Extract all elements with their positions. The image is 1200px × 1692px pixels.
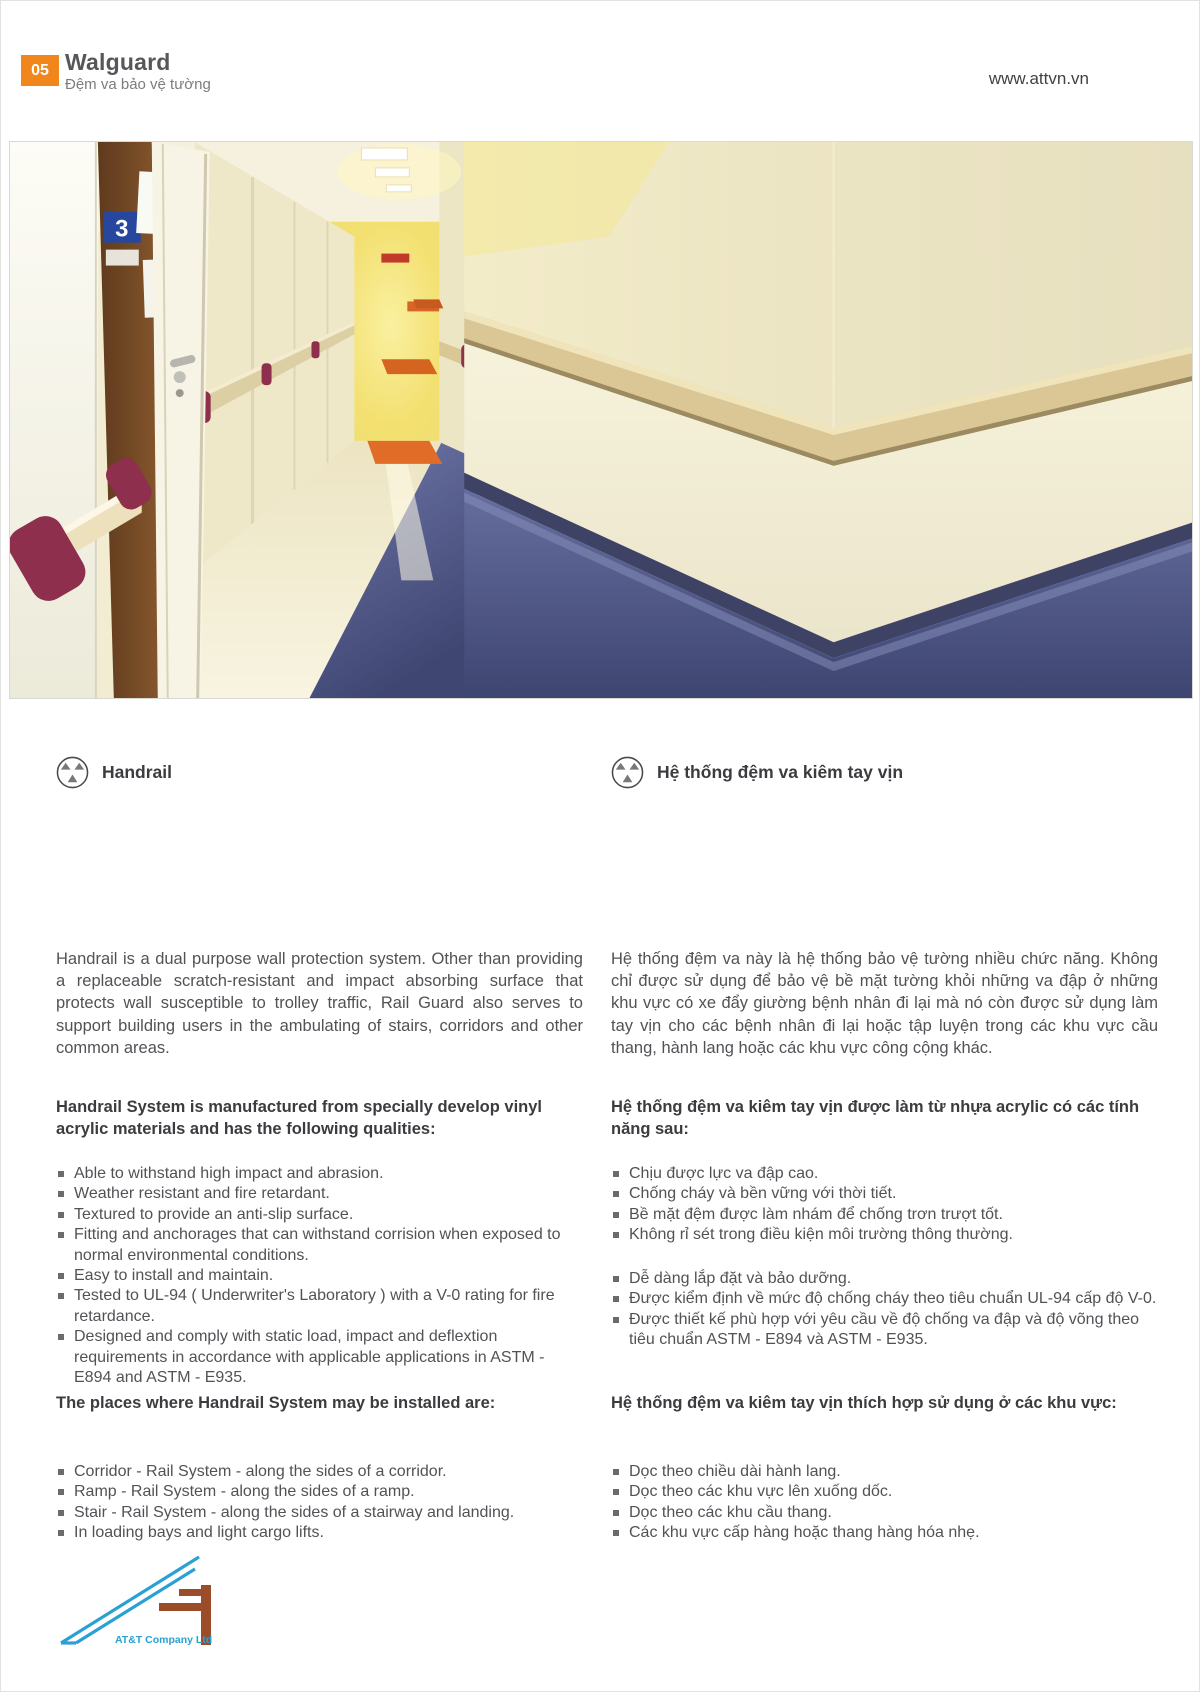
header-titles [65,50,211,93]
list-item-text: Stair - Rail System - along the sides of a stairway and landing. [74,1503,515,1521]
list-item [611,1310,1158,1351]
places-heading: The places where Handrail System may be installed are: [56,1394,496,1412]
list-item [611,1225,1158,1245]
bullet-square-icon [58,1171,64,1177]
list-item-text: Các khu vực cấp hàng hoặc thang hàng hóa nhẹ. [629,1524,980,1542]
list-item [56,1225,583,1266]
qualities-heading: Handrail System is manufactured from specially develop vinyl acrylic materials and has the following qualities: [56,1098,543,1138]
list-item [56,1184,583,1204]
list-item-text: Không rỉ sét trong điều kiện môi trường thông thường. [629,1226,1013,1244]
list-item-text: Corridor - Rail System - along the sides of a corridor. [74,1463,447,1480]
list-item [56,1286,583,1327]
bullet-square-icon [613,1489,619,1495]
section-title: Handrail [102,762,173,782]
radiation-icon [56,756,89,789]
bullet-square-icon [613,1232,619,1238]
company-name: AT&T Company Ltd [115,1634,213,1646]
list-item [56,1503,583,1523]
bullet-square-icon [613,1276,619,1282]
list-item [56,1164,583,1184]
places-heading: Hệ thống đệm va kiêm tay vịn thích hợp sử dụng ở các khu vực: [611,1394,1117,1412]
bullet-square-icon [58,1334,64,1340]
section-header-en [56,756,172,789]
intro-paragraph: Hệ thống đệm va này là hệ thống bảo vệ tường nhiều chức năng. Không chỉ được sử dụng để bảo vệ bề mặt tường khỏi những va đập ở những khu vực có xe đẩy giường bệnh nhân đi lại mà nó còn được sử dụng làm tay vịn cho các bệnh nhân đi lại hoặc tập luyện trong các khu vực cầu thang, hành lang hoặc các khu vực công cộng khác. [611,949,1158,1058]
list-item [611,1164,1158,1184]
list-item [611,1462,1158,1482]
list-item-text: Designed and comply with static load, impact and deflextion requirements in accordance with applicable applications in ASTM - E894 and ASTM - E935. [74,1328,545,1387]
list-item-text: Chịu được lực va đập cao. [629,1165,819,1182]
list-item [611,1269,1158,1289]
bullet-square-icon [613,1510,619,1516]
bullet-square-icon [58,1530,64,1536]
bullet-square-icon [58,1273,64,1279]
bullet-square-icon [613,1317,619,1323]
list-item-text: Dọc theo chiều dài hành lang. [629,1463,841,1480]
corridor-photo-art [10,142,1192,698]
list-item [56,1205,583,1225]
bullet-square-icon [58,1469,64,1475]
list-item [611,1205,1158,1225]
list-item-text: Dễ dàng lắp đặt và bảo dưỡng. [629,1270,852,1287]
list-item-text: Dọc theo các khu vực lên xuống dốc. [629,1483,893,1501]
list-item [56,1462,583,1482]
list-item-text: In loading bays and light cargo lifts. [74,1524,324,1542]
website-url: www.attvn.vn [988,69,1089,88]
list-item-text: Tested to UL-94 ( Underwriter's Laboratory ) with a V-0 rating for fire retardance. [74,1287,555,1325]
list-item-text: Fitting and anchorages that can withstand corrision when exposed to normal environmental conditions. [74,1226,561,1264]
radiation-icon [611,756,644,789]
list-item [56,1327,583,1388]
places-list [611,1462,1158,1544]
list-item [611,1482,1158,1502]
section-title: Hệ thống đệm va kiêm tay vịn [657,762,904,782]
list-item [611,1184,1158,1204]
bullet-square-icon [58,1510,64,1516]
page-subtitle: Đệm va bảo vệ tường [65,76,211,93]
qualities-list-group2 [611,1269,1158,1351]
list-item-text: Bề mặt đệm được làm nhám để chống trơn trượt tốt. [629,1205,1003,1223]
list-item-text: Ramp - Rail System - along the sides of a ramp. [74,1483,415,1501]
section-header-vi [611,756,903,789]
list-item [56,1266,583,1286]
list-item-text: Easy to install and maintain. [74,1267,274,1285]
company-logo-art [59,1551,229,1651]
list-item-text: Được kiểm định về mức độ chống cháy theo tiêu chuẩn UL-94 cấp độ V-0. [629,1290,1157,1308]
qualities-heading: Hệ thống đệm va kiêm tay vịn được làm từ nhựa acrylic có các tính năng sau: [611,1098,1140,1138]
corridor-photo [9,141,1193,699]
qualities-list-group1 [611,1164,1158,1246]
list-item [56,1482,583,1502]
page-title: Walguard [65,49,171,75]
intro-paragraph: Handrail is a dual purpose wall protection system. Other than providing a replaceable scratch-resistant and impact absorbing surface that protects wall susceptible to trolley traffic, Rail Guard also serves to support building users in the ambulating of stairs, corridors and other common areas. [56,949,583,1058]
bullet-square-icon [613,1296,619,1302]
company-logo [59,1551,229,1651]
list-item [611,1289,1158,1309]
bullet-square-icon [613,1469,619,1475]
bullet-square-icon [58,1212,64,1218]
list-item [611,1503,1158,1523]
list-item [56,1523,583,1543]
bullet-square-icon [58,1489,64,1495]
bullet-square-icon [613,1530,619,1536]
section-english [56,756,583,1566]
qualities-list [56,1164,583,1388]
bullet-square-icon [58,1232,64,1238]
page-number-badge: 05 [21,55,59,86]
bullet-square-icon [58,1293,64,1299]
list-item-text: Textured to provide an anti-slip surface. [74,1205,354,1223]
bullet-square-icon [613,1171,619,1177]
list-item-text: Able to withstand high impact and abrasion. [74,1165,384,1182]
bullet-square-icon [613,1212,619,1218]
list-item-text: Weather resistant and fire retardant. [74,1185,330,1203]
list-item-text: Dọc theo các khu cầu thang. [629,1503,832,1521]
places-list [56,1462,583,1544]
list-item-text: Được thiết kế phù hợp với yêu cầu về độ chống va đập và độ võng theo tiêu chuẩn ASTM - E894 và ASTM - E935. [629,1310,1140,1349]
section-vietnamese [611,756,1158,1566]
bullet-square-icon [613,1191,619,1197]
door-number-sign: 3 [115,215,129,243]
bullet-square-icon [58,1191,64,1197]
list-item-text: Chống cháy và bền vững với thời tiết. [629,1185,897,1203]
list-item [611,1523,1158,1543]
